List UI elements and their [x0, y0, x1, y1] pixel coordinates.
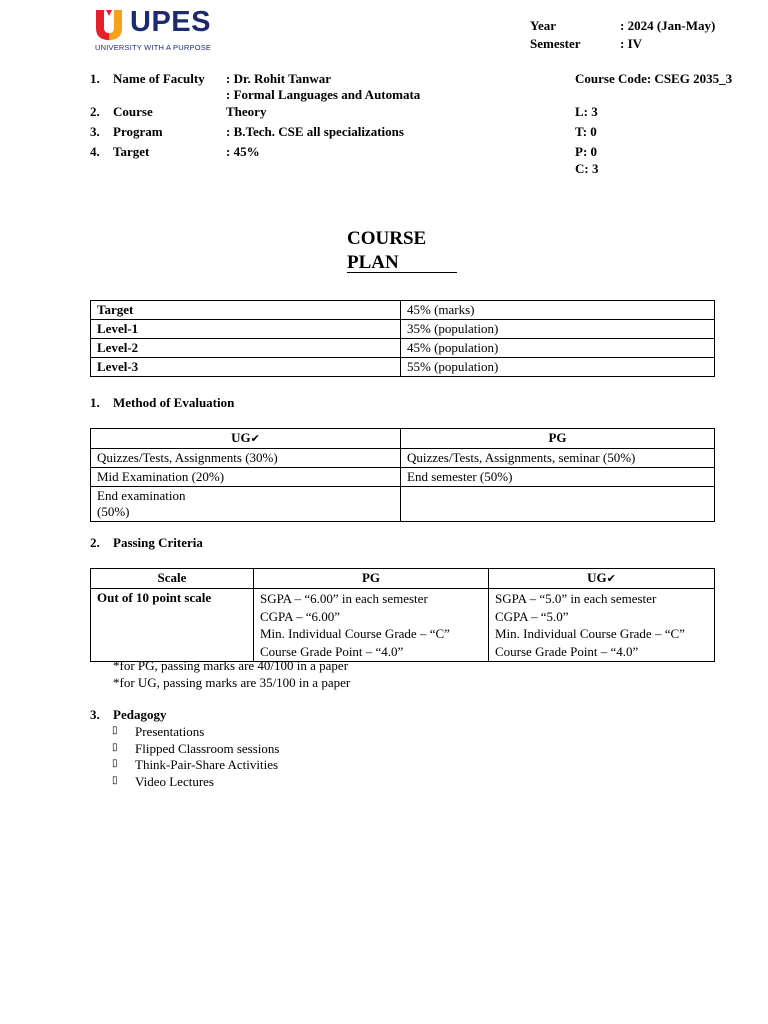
eval-ug-cell: [91, 487, 401, 522]
ltpc-c: C: 3: [575, 161, 599, 176]
info-num-3: 3.: [90, 124, 100, 139]
target-row-label: Target: [91, 301, 401, 320]
logo-tagline: UNIVERSITY WITH A PURPOSE: [95, 43, 212, 52]
pass-head-ug-label: UG: [587, 570, 607, 585]
info-num-2: 2.: [90, 104, 100, 119]
table-row: [91, 468, 715, 487]
table-row: [91, 320, 715, 339]
course-value-line2: Theory: [226, 104, 267, 119]
pass-pg-cgpa: CGPA – “6.00”: [260, 608, 341, 624]
level1-label: Level-1: [91, 320, 401, 339]
ltpc-l: L: 3: [575, 104, 598, 119]
level3-label: Level-3: [91, 358, 401, 377]
level2-label: Level-2: [91, 339, 401, 358]
section-num-evaluation: 1.: [90, 395, 100, 410]
target-row-value: 45% (marks): [401, 301, 715, 320]
semester-value: : IV: [620, 36, 643, 51]
info-num-4: 4.: [90, 144, 100, 159]
pass-head-scale: Scale: [91, 569, 254, 589]
table-row: [91, 487, 715, 522]
section-num-passing: 2.: [90, 535, 100, 550]
section-title-pedagogy: Pedagogy: [113, 707, 167, 722]
pass-pg-cell: [254, 589, 489, 662]
year-label: Year: [530, 18, 556, 33]
level2-value: 45% (population): [401, 339, 715, 358]
year-value: : 2024 (Jan-May): [620, 18, 716, 33]
section-title-evaluation: Method of Evaluation: [113, 395, 235, 410]
title-line1: COURSE: [347, 228, 427, 249]
program-value: : B.Tech. CSE all specializations: [226, 124, 404, 139]
list-item: Presentations: [135, 724, 205, 739]
pass-pg-sgpa: SGPA – “6.00” in each semester: [260, 591, 428, 606]
title-underline: [347, 272, 457, 273]
bullet-icon: ▯: [112, 742, 118, 753]
pass-head-pg: PG: [254, 569, 489, 589]
faculty-label: Name of Faculty: [113, 71, 205, 86]
bullet-icon: ▯: [112, 775, 118, 786]
info-num-1: 1.: [90, 71, 100, 86]
pass-scale: Out of 10 point scale: [91, 589, 254, 662]
eval-ug-cell: Quizzes/Tests, Assignments (30%): [91, 449, 401, 468]
list-item: Flipped Classroom sessions: [135, 741, 280, 756]
eval-head-ug-label: UG: [231, 430, 251, 445]
pass-pg-point: Course Grade Point – “4.0”: [260, 643, 404, 659]
table-row: [91, 569, 715, 589]
eval-head-ug: [91, 429, 401, 449]
list-item: Think-Pair-Share Activities: [135, 757, 279, 772]
evaluation-table: [90, 428, 715, 522]
table-row: [91, 358, 715, 377]
note-ug: *for UG, passing marks are 35/100 in a paper: [113, 675, 351, 690]
eval-ug-line2: (50%): [97, 504, 130, 519]
passing-table: [90, 568, 715, 662]
level1-value: 35% (population): [401, 320, 715, 339]
pass-ug-grade: Min. Individual Course Grade – “C”: [495, 626, 685, 641]
target-value: : 45%: [226, 144, 260, 159]
bullet-icon: ▯: [112, 725, 118, 736]
pass-ug-point: Course Grade Point – “4.0”: [495, 643, 639, 659]
eval-ug-cell: Mid Examination (20%): [91, 468, 401, 487]
table-row: [91, 301, 715, 320]
pass-pg-grade: Min. Individual Course Grade – “C”: [260, 626, 450, 641]
course-value-line1: : Formal Languages and Automata: [226, 87, 421, 102]
logo-wordmark: UPES: [130, 6, 211, 38]
eval-ug-line1: End examination: [97, 488, 186, 503]
program-label: Program: [113, 124, 163, 139]
table-row: [91, 339, 715, 358]
upes-logo-icon: [94, 8, 124, 40]
pass-ug-sgpa: SGPA – “5.0” in each semester: [495, 591, 657, 606]
faculty-value: : Dr. Rohit Tanwar: [226, 71, 331, 86]
eval-pg-cell: Quizzes/Tests, Assignments, seminar (50%): [401, 449, 715, 468]
ltpc-t: T: 0: [575, 124, 597, 139]
level3-value: 55% (population): [401, 358, 715, 377]
table-row: [91, 429, 715, 449]
semester-label: Semester: [530, 36, 581, 51]
note-pg: *for PG, passing marks are 40/100 in a paper: [113, 658, 349, 673]
title-line2: PLAN: [347, 252, 399, 273]
target-label: Target: [113, 144, 150, 159]
section-title-passing: Passing Criteria: [113, 535, 203, 550]
pass-ug-cgpa: CGPA – “5.0”: [495, 608, 569, 624]
table-row: [91, 589, 715, 662]
table-row: [91, 449, 715, 468]
check-icon: ✔: [606, 572, 616, 585]
pass-head-ug: [489, 569, 715, 589]
eval-pg-cell: [401, 487, 715, 522]
bullet-icon: ▯: [112, 758, 118, 769]
page-title: [347, 227, 426, 275]
list-item: Video Lectures: [135, 774, 214, 789]
ltpc-p: P: 0: [575, 144, 598, 159]
section-num-pedagogy: 3.: [90, 707, 100, 722]
course-code: Course Code: CSEG 2035_3: [575, 71, 733, 86]
eval-head-pg: PG: [401, 429, 715, 449]
target-table: [90, 300, 715, 377]
course-label: Course: [113, 104, 153, 119]
eval-pg-cell: End semester (50%): [401, 468, 715, 487]
check-icon: ✔: [250, 432, 260, 445]
pass-ug-cell: [489, 589, 715, 662]
